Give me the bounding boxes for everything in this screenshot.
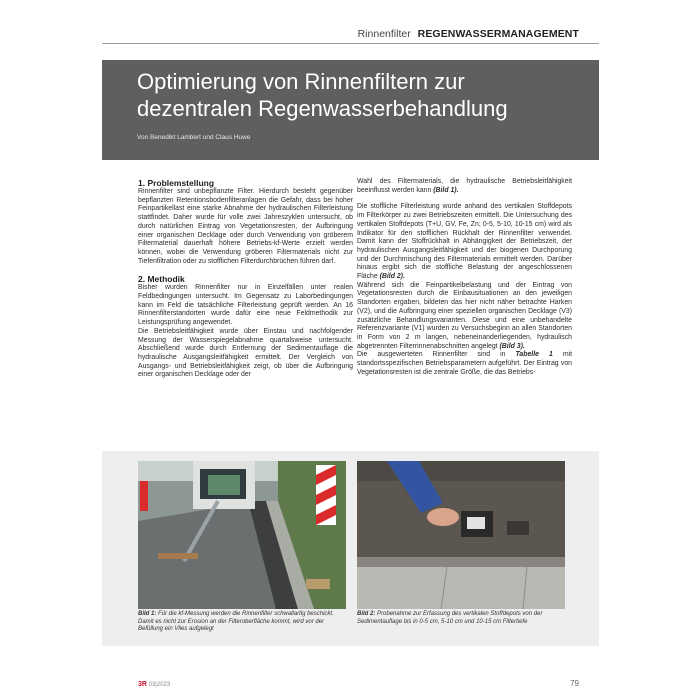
header-category: Rinnenfilter (357, 28, 411, 40)
street-filter-illustration (138, 461, 346, 609)
paragraph-method-2: Die Betriebsleitfähigkeit wurde über Einstau und nachfolgender Messung der Wasserspiegelabnahme quartalsweise untersucht. Abschließend wurde durch Entfernung der Sedimentauflage die hydraulische Ausgangsleitfähigkeit ermittelt. Der Vergleich von Ausgangs- und Betriebsleitfähigkeit zeigt, ob über die Aufbringung einer organischen Decklage oder der (138, 327, 353, 379)
paragraph-right-3 (357, 282, 572, 352)
figure-1-photo (138, 461, 346, 609)
figure-2-label: Bild 2: (357, 611, 376, 617)
title-line-1: Optimierung von Rinnenfiltern zur (137, 69, 465, 94)
figure-ref: (Bild 2). (379, 273, 405, 281)
paragraph-method-1: Bisher wurden Rinnenfilter nur in Einzelfällen unter realen Feldbedingungen untersucht. Im Gegensatz zu Laborbedingungen kann im Feld die tatsächliche Filterleistung geprüft werden. An 16 Rinnenfilterstandorten wurde dafür eine neue Feldmethodik zur Leistungsprüfung angewendet. (138, 284, 353, 327)
text: Während sich die Feinpartikelbelastung und der Eintrag von Vegetationsresten durch die Einbausituationen an den jeweiligen Standorten ergaben, bildeten das hier nicht näher betrachte Harken (V2), und die Aufbringung einer speziellen organischen Decklage (V3) zusätzliche Behandlungsvarianten. Diese und eine unbehandelte Referenzvariante (V1) wurden zu Versuchsbeginn an allen Standorten in Form von 2 m langen, nebeneinanderliegenden, hydraulisch abgetrennten Filterrinnenabschnitten angelegt (357, 281, 572, 350)
paragraph-problem: Rinnenfilter sind unbepflanzte Filter. Hierdurch besteht gegenüber bepflanzten Retentionsbodenfilteranlagen die Gefahr, dass bei hoher Feinpartikellast eine starke Abnahme der hydraulischen Filterleistung stattfindet. Daher wurde für volle zwei Jahreszyklen untersucht, ob durch natürlichen Eintrag von Vegetationsresten, der Aufbringung einer organischen Decklage oder durch Verwendung von gröberem Filtermaterial dauerhaft höhere Betriebs-kf-Werte erzielt werden können, wobei die Verwendung gröberen Filtermaterials nicht zur Tiefenfiltration oder zu stofflichen Filterdurchbrüchen führen darf. (138, 188, 353, 265)
byline: Von Benedikt Lambert und Claus Huwe (137, 134, 251, 141)
figure-ref: (Bild 3). (499, 342, 525, 350)
left-column (138, 178, 353, 380)
right-column (357, 178, 572, 377)
figure-ref: (Bild 1). (433, 186, 459, 194)
figure-2-text: Probenahme zur Erfassung des vertikalen Stoffdepots von der Sedimentauflage bis in 0-5 cm, 5-10 cm und 10-15 cm Filtertiefe (357, 611, 543, 625)
figure-2-caption (357, 611, 565, 626)
title-banner (102, 60, 599, 160)
figure-1-caption (138, 611, 346, 634)
title-line-2: dezentralen Regenwasserbehandlung (137, 96, 508, 121)
header-divider (102, 43, 599, 44)
text: mit standortsspezifischen Betriebsparametern aufgeführt. Der Eintrag von Vegetationsresten ist die zentrale Größe, die das Betriebs- (357, 351, 572, 376)
publisher-logo: 3R (138, 681, 147, 688)
text: Wahl des Filtermaterials, die hydraulische Betriebsleitfähigkeit beeinflusst werden kann (357, 178, 572, 194)
article-title (137, 68, 587, 122)
paragraph-right-4 (357, 351, 572, 377)
figure-2-photo (357, 461, 565, 609)
running-head (358, 28, 579, 40)
heading-method: 2. Methodik (138, 274, 185, 285)
paragraph-right-2 (357, 203, 572, 281)
heading-problem: 1. Problemstellung (138, 178, 215, 188)
text: Die stoffliche Filterleistung wurde anhand des vertikalen Stoffdepots im Filterkörper zu zwei Betriebszeiten ermittelt. Die Untersuchung des vertikalen Stoffdepots (T+U, GV, Fe, Zn; 0-5, 5-10, 10-15 cm) wird als Indikator für den stofflichen Rückhalt der Rinnenfilter verwendet. Damit kann der Stoffrückhalt in Abhängigkeit der Betriebszeit, der hydraulischen Ausgangsleitfähigkeit und der biogenen Durchporung und der Durchmischung des Filtermaterials ermittelt werden. Darüber hinaus ergibt sich die stoffliche Belastung der angeschlossenen Fläche (357, 203, 572, 281)
figure-1-text: Für die kf-Messung werden die Rinnenfilter schwallartig beschickt. Damit es nicht zur Erosion an der Filteroberfläche kommt, wird vor der Befüllung ein Vlies aufgelegt (138, 611, 334, 633)
page-footer (138, 681, 579, 693)
header-section: REGENWASSERMANAGEMENT (417, 28, 579, 40)
figure-1-label: Bild 1: (138, 611, 157, 617)
issue-number: 03|2023 (148, 682, 171, 688)
text: Die ausgewerteten Rinnenfilter sind in (357, 351, 506, 359)
table-ref: Tabelle 1 (515, 351, 553, 359)
sampling-illustration (357, 461, 565, 609)
page-number: 79 (570, 679, 579, 688)
paragraph-right-1 (357, 178, 572, 195)
